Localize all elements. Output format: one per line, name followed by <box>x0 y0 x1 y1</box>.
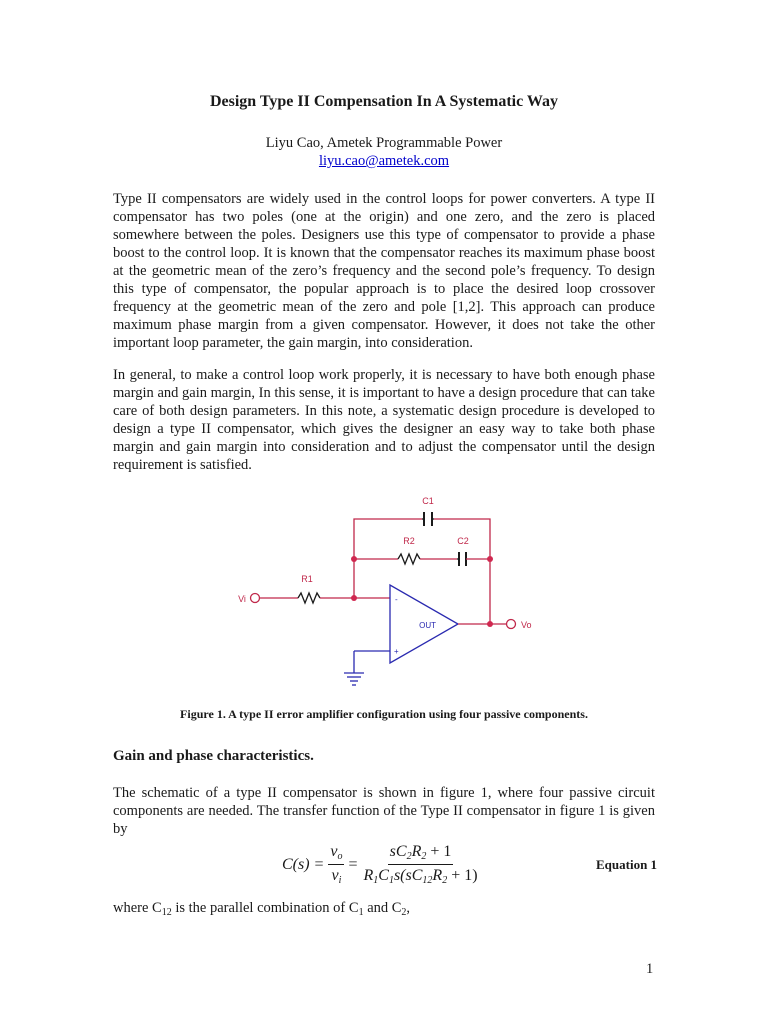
schematic-paragraph: The schematic of a type II compensator is shown in figure 1, where four passive circuit components are needed. The transfer function of the Type II compensator in figure 1 is given by <box>113 785 655 837</box>
c1-label: C1 <box>422 496 434 506</box>
author-email-link[interactable]: liyu.cao@ametek.com <box>318 153 450 169</box>
r2-label: R2 <box>403 536 415 546</box>
equation-equals-sign: = <box>348 855 358 873</box>
vi-label: Vi <box>238 594 246 604</box>
transfer-function-denominator: $R_1C_1s(sC_{12}R_2 + 1)$ <box>363 867 478 886</box>
c2-label: C2 <box>457 536 469 546</box>
vo-over-vi-fraction: $\frac{v_o}{v_i}$ <box>330 843 343 886</box>
r1-resistor <box>298 593 320 603</box>
junction-node <box>487 621 493 627</box>
motivation-paragraph: In general, to make a control loop work properly, it is necessary to have both enough phase margin and gain margin, In this sense, it is important to have a design procedure that can take care of both design parameters. In this note, a systematic design procedure is developed to design a type II compensator, which gives the designer an easy way to take both phase margin and gain margin into consideration and to adjust the compensator until the design requirement is satisfied. <box>113 367 655 473</box>
junction-node <box>487 556 493 562</box>
equation-lhs: C(s) = <box>282 855 325 873</box>
intro-paragraph: Type II compensators are widely used in the control loops for power converters. A type II compensator has two poles (one at the origin) and one zero, and the zero is placed somewhere between the poles. Designers use this type of compensator to provide a phase boost to the control loop. It is known that the compensator reaches its maximum phase boost at the geometric mean of the zero’s frequency and the second pole’s frequency. To design this type of compensator, the popular approach is to place the desired loop crossover frequency at the geometric mean of the zero and pole [1,2]. This approach can produce maximum phase margin from a given compensator. However, it does not take the other important loop parameter, the gain margin, into consideration. <box>113 191 655 351</box>
r1-label: R1 <box>301 574 313 584</box>
transfer-function-numerator: $sC_2R_2 + 1$ <box>388 843 454 865</box>
vo-label: Vo <box>521 620 532 630</box>
r2-resistor <box>398 554 420 564</box>
author-line: Liyu Cao, Ametek Programmable Power <box>265 135 503 151</box>
opamp-minus-label: - <box>395 595 398 604</box>
section-heading: Gain and phase characteristics. <box>113 748 314 764</box>
opamp-plus-label: + <box>394 647 399 656</box>
figure-caption: Figure 1. A type II error amplifier configuration using four passive components. <box>180 707 588 721</box>
opamp-out-label: OUT <box>419 621 436 630</box>
c1-feedback-wire-right <box>434 519 490 624</box>
transfer-function-equation <box>282 843 484 886</box>
vi-terminal <box>251 594 260 603</box>
transfer-function-fraction <box>362 843 480 886</box>
document-title: Design Type II Compensation In A Systematic Way <box>209 93 559 110</box>
equation-label: Equation 1 <box>596 857 658 872</box>
junction-node <box>351 595 357 601</box>
type-ii-compensator-schematic <box>230 488 530 698</box>
vo-terminal <box>507 620 516 629</box>
junction-node <box>351 556 357 562</box>
parallel-combination-note: where $C_{12}$ is the parallel combination of $C_1$ and $C_2$, <box>113 900 411 918</box>
page-number: 1 <box>646 961 654 977</box>
